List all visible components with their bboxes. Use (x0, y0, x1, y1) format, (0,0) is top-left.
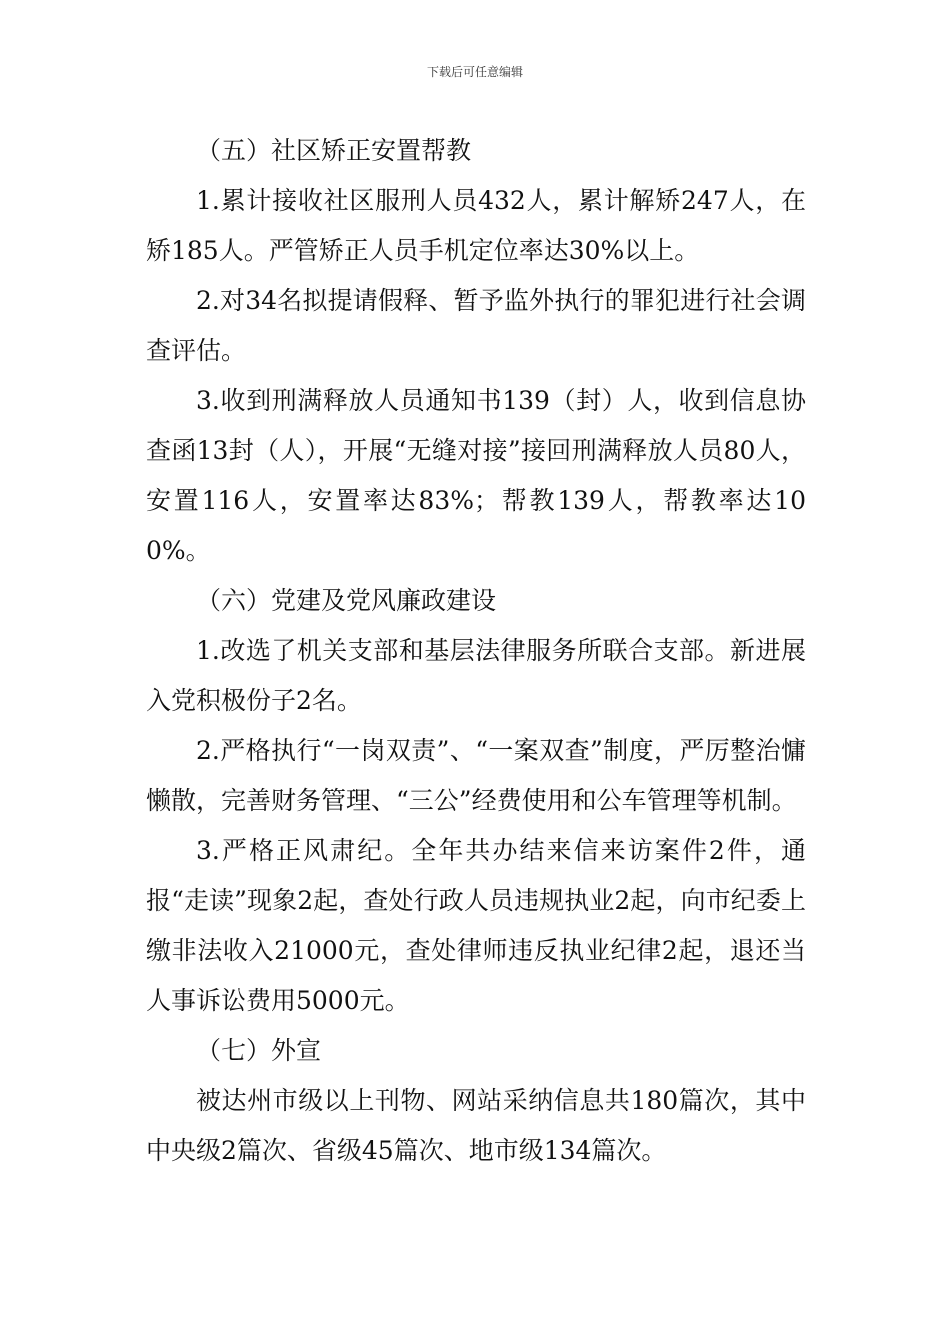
paragraph: 2.严格执行“一岗双责”、“一案双查”制度，严厉整治慵懒散，完善财务管理、“三公”经费使用和公车管理等机制。 (146, 736, 806, 815)
paragraph: 1.累计接收社区服刑人员432人，累计解矫247人，在矫185人。严管矫正人员手机定位率达30%以上。 (146, 186, 806, 265)
section-heading-community-correction: （五）社区矫正安置帮教 (196, 136, 472, 165)
paragraph: 3.严格正风肃纪。全年共办结来信来访案件2件，通报“走读”现象2起，查处行政人员违规执业2起，向市纪委上缴非法收入21000元，查处律师违反执业纪律2起，退还当人事诉讼费用5000元。 (146, 836, 806, 1015)
section-heading-party-building: （六）党建及党风廉政建设 (196, 586, 497, 615)
section-heading-publicity: （七）外宣 (196, 1036, 322, 1065)
paragraph: 2.对34名拟提请假释、暂予监外执行的罪犯进行社会调查评估。 (146, 286, 806, 365)
document-body (146, 126, 806, 1176)
page-header-note: 下载后可任意编辑 (426, 65, 523, 79)
paragraph: 3.收到刑满释放人员通知书139（封）人，收到信息协查函13封（人），开展“无缝对接”接回刑满释放人员80人，安置116人，安置率达83%；帮教139人，帮教率达100%。 (146, 386, 806, 565)
paragraph: 1.改选了机关支部和基层法律服务所联合支部。新进展入党积极份子2名。 (146, 636, 806, 715)
paragraph: 被达州市级以上刊物、网站采纳信息共180篇次，其中中央级2篇次、省级45篇次、地市级134篇次。 (146, 1086, 806, 1165)
